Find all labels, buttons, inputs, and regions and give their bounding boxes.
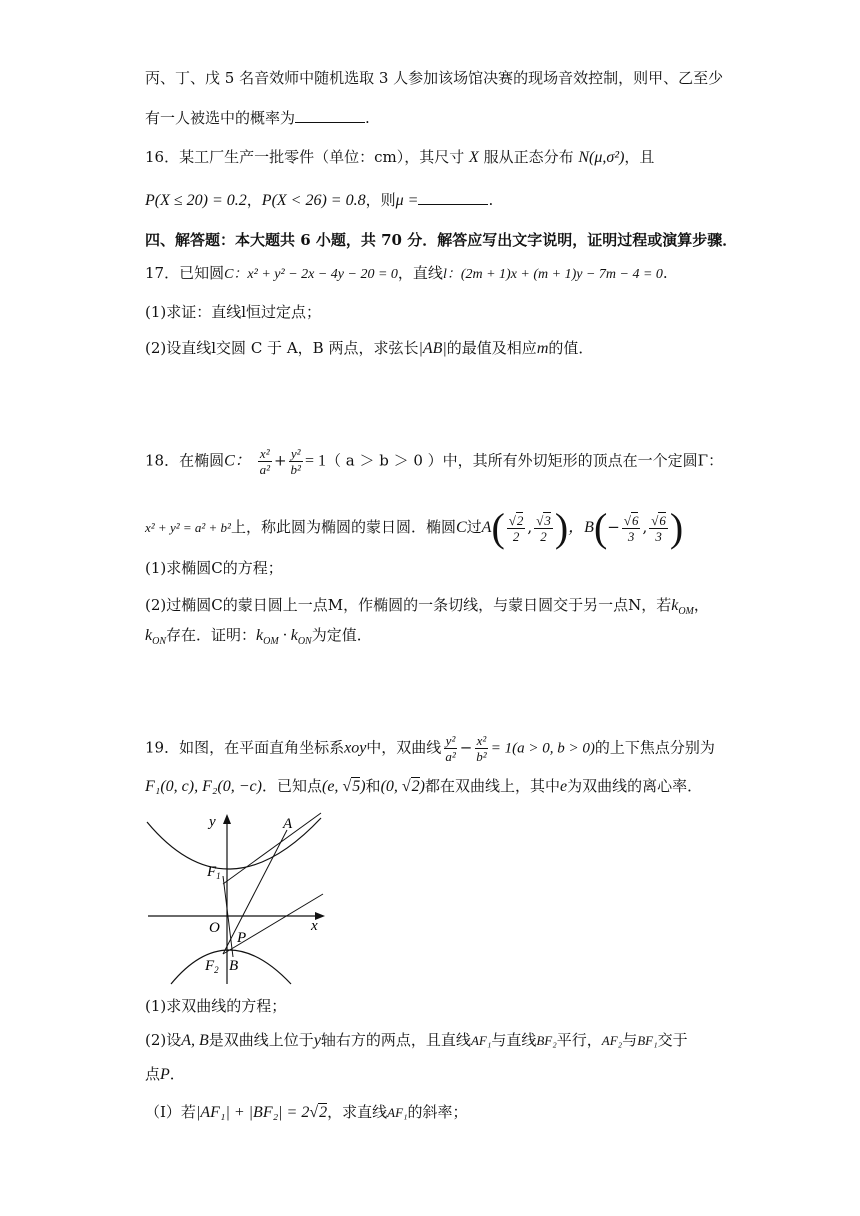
frac-x2-b2: $\frac{\text{x²}}{\text{b²}}$ — [476, 733, 487, 764]
q18-p2a: (2)过椭圆C的蒙日圆上一点M，作椭圆的一条切线，与蒙日圆交于另一点N，若 — [145, 596, 672, 614]
q17-p2a: (2)设直线l交圆 C 于 A，B 两点，求弦长 — [145, 339, 419, 357]
q18-kon-line: 存在．证明： — [166, 626, 257, 644]
q19-intro: 19．如图，在平面直角坐标系 — [145, 738, 345, 757]
q19-bf2: BF₂ — [536, 1033, 557, 1048]
q18-intro: 18．在椭圆 — [145, 451, 225, 470]
q19-foci: F₁(0, c), F₂(0, −c) — [145, 778, 262, 795]
q17-p2c: 的值． — [548, 339, 594, 357]
q19-pt1: (e, √5) — [322, 778, 366, 795]
q18-part1: (1)求椭圆C的方程； — [145, 559, 283, 577]
q19-p2c: 轴右方的两点，且直线 — [320, 1031, 471, 1049]
q18-a: A — [481, 519, 492, 536]
label-a: A — [283, 816, 293, 832]
q18-p2end: 为定值． — [311, 626, 372, 644]
answer-blank — [418, 190, 488, 205]
label-b: B — [229, 958, 239, 974]
q18-t2: 上，称此圆为椭圆的蒙日圆．椭圆 — [230, 518, 456, 536]
label-f2: $F_2$ — [205, 958, 219, 975]
q16-text4: ，则 — [365, 191, 396, 209]
q16-x: X — [469, 149, 479, 166]
q19-bf1: BF₁ — [637, 1033, 658, 1048]
q19-p2a: (2)设 — [145, 1031, 182, 1049]
frac-x2-a2: $\frac{\text{x²}}{\text{a²}}$ — [259, 446, 270, 477]
q18-circle: x² + y² = a² + b² — [145, 520, 231, 535]
q18-cond: （ a ＞ b ＞ 0 ）中，其所有外切矩形的顶点在一个定圆Γ： — [325, 451, 724, 470]
q19-t1: 中，双曲线 — [366, 738, 442, 757]
q17-part1: (1)求证：直线l恒过定点； — [145, 303, 322, 321]
frac-sqrt6-3a: $\frac{√6}{3}$ — [623, 512, 639, 544]
q19-sub1 — [145, 1102, 468, 1123]
line-af2 — [223, 830, 287, 954]
q17-line-eq: l：(2m + 1)x + (m + 1)y − 7m − 4 = 0 — [442, 267, 663, 282]
q19-y: y — [313, 1032, 321, 1049]
q16-sep: ， — [246, 191, 262, 209]
q17-m: m — [536, 340, 549, 357]
answer-blank — [295, 108, 365, 123]
q16-end: . — [488, 191, 494, 209]
q16-text1: 16．某工厂生产一批零件（单位：cm），其尺寸 — [145, 148, 465, 166]
q15-line1: 丙、丁、戊 5 名音效师中随机选取 3 人参加该场馆决赛的现场音效控制，则甲、乙至少 — [145, 69, 724, 87]
label-y: y — [209, 814, 216, 830]
q17-circle: C：x² + y² − 2x − 4y − 20 = 0 — [224, 267, 398, 282]
frac-sqrt6-3b: $\frac{√6}{3}$ — [651, 512, 666, 544]
q19-e: e — [560, 778, 568, 795]
q18-c: C： — [224, 452, 251, 470]
q19-part2-line2 — [145, 1064, 185, 1085]
q19-af2: AF₂ — [601, 1033, 623, 1048]
q19-part1: (1)求双曲线的方程； — [145, 997, 287, 1015]
q19-p: P — [160, 1066, 170, 1083]
q19-p2e: 平行， — [556, 1031, 602, 1049]
q19-p2f: 与 — [622, 1031, 638, 1049]
frac-sqrt2-2: $\frac{√2}{2}$ — [508, 512, 524, 544]
label-origin: O — [209, 920, 220, 936]
q19-p2h: 点 — [145, 1065, 161, 1083]
y-axis-arrow — [223, 814, 231, 824]
q19-t4: 都在双曲线上，其中 — [425, 777, 561, 795]
q17-p2b: 的最值及相应 — [446, 339, 537, 357]
q19-sub1-eq: |AF₁| + |BF₂| = 2√2 — [195, 1104, 328, 1121]
q17-part2 — [145, 338, 593, 359]
frac-y2-a2: $\frac{\text{y²}}{\text{a²}}$ — [445, 733, 456, 764]
q18-t3: C — [455, 519, 467, 536]
q16-text2: 服从正态分布 — [483, 148, 574, 166]
q18-prod: $k_{OM} \cdot k_{ON}$ — [256, 627, 312, 648]
q19-t3: ．已知点 — [261, 777, 322, 795]
q18-kon: $k_{ON}$ — [145, 627, 167, 648]
label-p: P — [237, 930, 247, 946]
q18-stem: 18．在椭圆C： $\frac{\text{x²}}{\text{a²}}$ + $\frac{\text{y²}}{\text{b²}}$ = 1（ a ＞ b ＞ 0 ）中，其所有外切矩形的顶点在一个定圆Γ： — [145, 446, 724, 477]
q18-rhs: = 1 — [304, 452, 326, 470]
q19-xoy: xoy — [344, 739, 367, 757]
upper-branch — [147, 818, 321, 869]
hyperbola-figure — [143, 812, 328, 987]
q19-t2: 的上下焦点分别为 — [594, 738, 715, 757]
q16-text3: ，且 — [624, 148, 655, 166]
q18-part2-line2 — [145, 625, 372, 652]
q19-t5: 为双曲线的离心率． — [567, 777, 703, 795]
q19-sub1f: 的斜率； — [407, 1103, 468, 1121]
q15-text: 有一人被选中的概率为 — [145, 109, 296, 127]
q18-line2: x² + y² = a² + b²上，称此圆为椭圆的蒙日圆．椭圆C过A( $\frac{√2}{2}$ , $\frac{√3}{2}$ )，B(− $\frac{√6}{3}$ , $\frac{√6}{3}$ ) — [145, 505, 684, 550]
label-f1: $F_1$ — [207, 864, 221, 881]
label-x: x — [311, 918, 318, 934]
q18-kom: $k_{OM}$ — [671, 597, 694, 618]
q19-sub1a: （I）若 — [145, 1103, 196, 1121]
q19-pt2: (0, √2) — [380, 778, 425, 795]
q19-p2b: 是双曲线上位于 — [208, 1031, 314, 1049]
q15-end: . — [365, 109, 370, 127]
q19-part2 — [145, 1030, 688, 1051]
q17-ab: |AB| — [418, 340, 447, 357]
q19-p2g: 交于 — [657, 1031, 688, 1049]
section-title: 四、解答题：本大题共 6 小题，共 70 分．解答应写出文字说明，证明过程或演算步骤． — [145, 231, 738, 249]
q19-rhs: = 1(a > 0, b > 0) — [490, 740, 595, 757]
q15-line2 — [145, 108, 370, 128]
q19-line2 — [145, 776, 702, 797]
q18-part2 — [145, 595, 709, 622]
q17-stem — [145, 263, 668, 285]
q16-dist: N(μ,σ²) — [578, 149, 625, 166]
q19-and: 和 — [365, 777, 381, 795]
q16-mu: μ = — [395, 192, 419, 209]
q16-p1: P(X ≤ 20) = 0.2 — [145, 192, 247, 209]
q17-end: . — [662, 264, 668, 282]
q19-sub1e: AF₁ — [387, 1105, 408, 1120]
q17-mid: ，直线 — [397, 264, 443, 282]
q19-sub1d: ，求直线 — [327, 1103, 388, 1121]
q18-comma: ， — [693, 596, 709, 614]
q16-line1 — [145, 147, 654, 168]
q19-af1: AF₁ — [470, 1033, 492, 1048]
q19-p2d: 与直线 — [491, 1031, 537, 1049]
frac-y2-b2: $\frac{\text{y²}}{\text{b²}}$ — [290, 446, 301, 477]
q16-p2: P(X < 26) = 0.8 — [261, 192, 366, 209]
q16-line2 — [145, 190, 493, 211]
q18-b: ，B — [568, 519, 594, 536]
line-af1 — [223, 813, 321, 884]
q19-ab: A, B — [181, 1032, 209, 1049]
q18-t4: 过 — [466, 518, 482, 536]
frac-sqrt3-2: $\frac{√3}{2}$ — [536, 512, 551, 544]
q17-intro: 17．已知圆 — [145, 264, 225, 282]
q19-p2i: ． — [169, 1065, 185, 1083]
q19-stem: 19．如图，在平面直角坐标系xoy中，双曲线 $\frac{\text{y²}}{\text{a²}}$ − $\frac{\text{x²}}{\text{b²}}$ = 1(a > 0, b > 0)的上下焦点分别为 — [145, 733, 715, 764]
